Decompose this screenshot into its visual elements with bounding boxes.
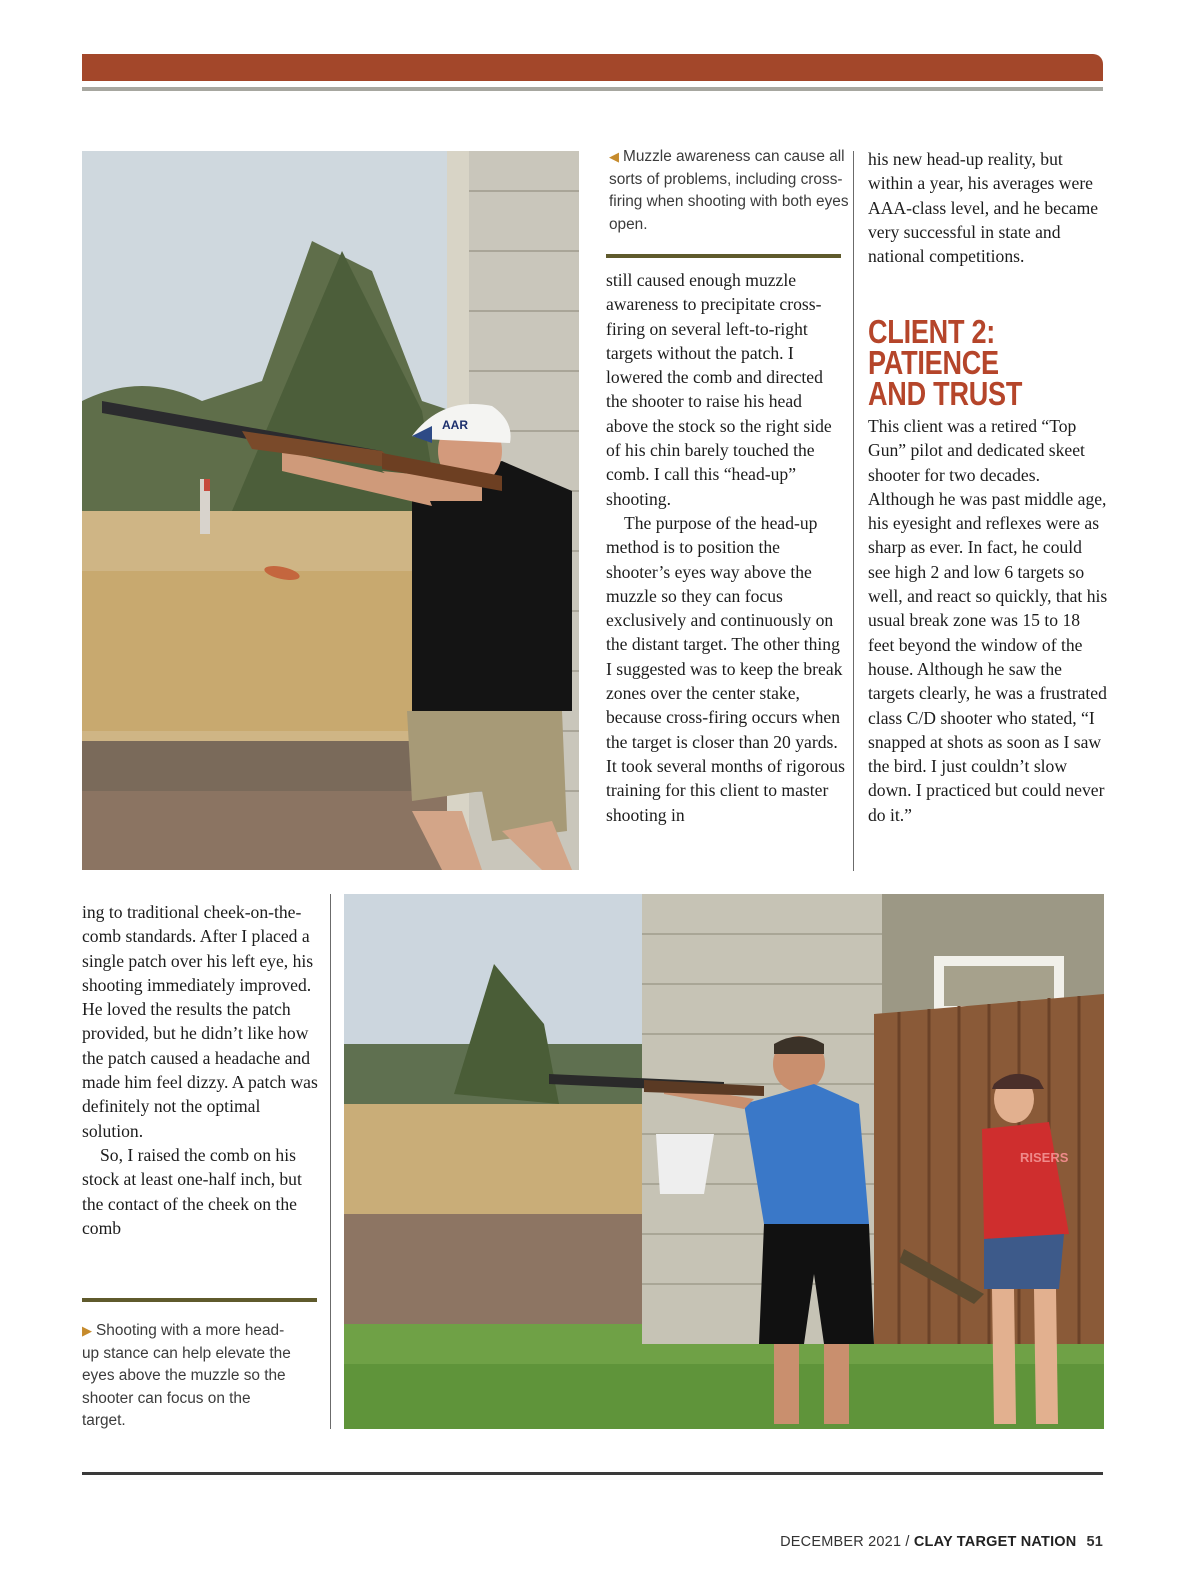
heading-line: CLIENT 2: — [868, 313, 996, 350]
photo-caption-bottom — [82, 1320, 297, 1433]
page-footer — [780, 1534, 1103, 1550]
publication-name: CLAY TARGET NATION — [913, 1534, 1077, 1550]
header-rule — [82, 87, 1103, 91]
paragraph-block — [606, 511, 846, 827]
caption-arrow-left-icon: ◀ — [609, 149, 619, 164]
paragraph: still caused enough muzzle awareness to precipitate cross-firing on several left-to-right targets without the patch. I lowered the comb and directed the shooter to raise his head above the stock so the right side of his chin barely touched the comb. I call this “head-up” shooting. — [606, 270, 832, 509]
caption-text: Shooting with a more head-up stance can help elevate the eyes above the muzzle so the shooter can focus on the target. — [82, 1322, 291, 1429]
footer-rule — [82, 1472, 1103, 1475]
article-column-1 — [82, 900, 322, 1240]
header-bar — [82, 54, 1103, 81]
caption-text: Muzzle awareness can cause all sorts of problems, including cross-firing when shooting with both eyes open. — [609, 148, 849, 233]
photo-shooter-and-assistant — [344, 894, 1104, 1429]
photo-caption-top — [609, 146, 849, 236]
paragraph: So, I raised the comb on his stock at least one-half inch, but the contact of the cheek on the comb — [82, 1144, 302, 1238]
issue-date: DECEMBER 2021 / — [780, 1534, 914, 1550]
paragraph: his new head-up reality, but within a year, his averages were AAA-class level, and he became very successful in state and national competitions. — [868, 149, 1099, 267]
hat-logo-text: AAR — [442, 418, 468, 432]
column-divider — [330, 894, 331, 1429]
paragraph: This client was a retired “Top Gun” pilot and dedicated skeet shooter for two decades. Although he was past middle age, his eyesight and reflexes were as sharp as ever. In fact, he could see high 2 and low 6 targets so well, and react so quickly, that his usual break zone was 15 to 18 feet beyond the window of the house. Although he saw the targets clearly, he was a frustrated class C/D shooter who stated, “I snapped at shots as soon as I saw the bird. I just couldn’t slow down. I practiced but could never do it.” — [868, 416, 1108, 825]
paragraph-block — [82, 1143, 322, 1240]
column-divider — [853, 151, 854, 871]
caption-rule-bottom — [82, 1298, 317, 1302]
caption-arrow-right-icon: ▶ — [82, 1323, 92, 1338]
article-column-3-top — [868, 147, 1108, 268]
paragraph: ing to traditional cheek-on-the-comb standards. After I placed a single patch over his left eye, his shooting immediately improved. He loved the results the patch provided, but he didn’t like how the patch caused a headache and made him feel dizzy. A patch was definitely not the optimal solution. — [82, 902, 318, 1141]
paragraph: The purpose of the head-up method is to position the shooter’s eyes way above the muzzle so they can focus exclusively and continuously on the distant target. The other thing I suggested was to keep the break zones over the center stake, because cross-firing occurs when the target is closer than 20 yards. It took several months of rigorous training for this client to master shooting in — [606, 512, 845, 825]
article-column-2 — [606, 268, 846, 827]
article-column-3-bottom — [868, 414, 1108, 827]
photo-older-shooter — [82, 151, 579, 870]
heading-line: AND TRUST — [868, 375, 1023, 412]
caption-rule-top — [606, 254, 841, 258]
shirt-logo-text: RISERS — [1020, 1150, 1069, 1165]
section-heading — [868, 313, 1061, 412]
heading-line: PATIENCE — [868, 344, 999, 381]
page-number: 51 — [1086, 1534, 1103, 1550]
